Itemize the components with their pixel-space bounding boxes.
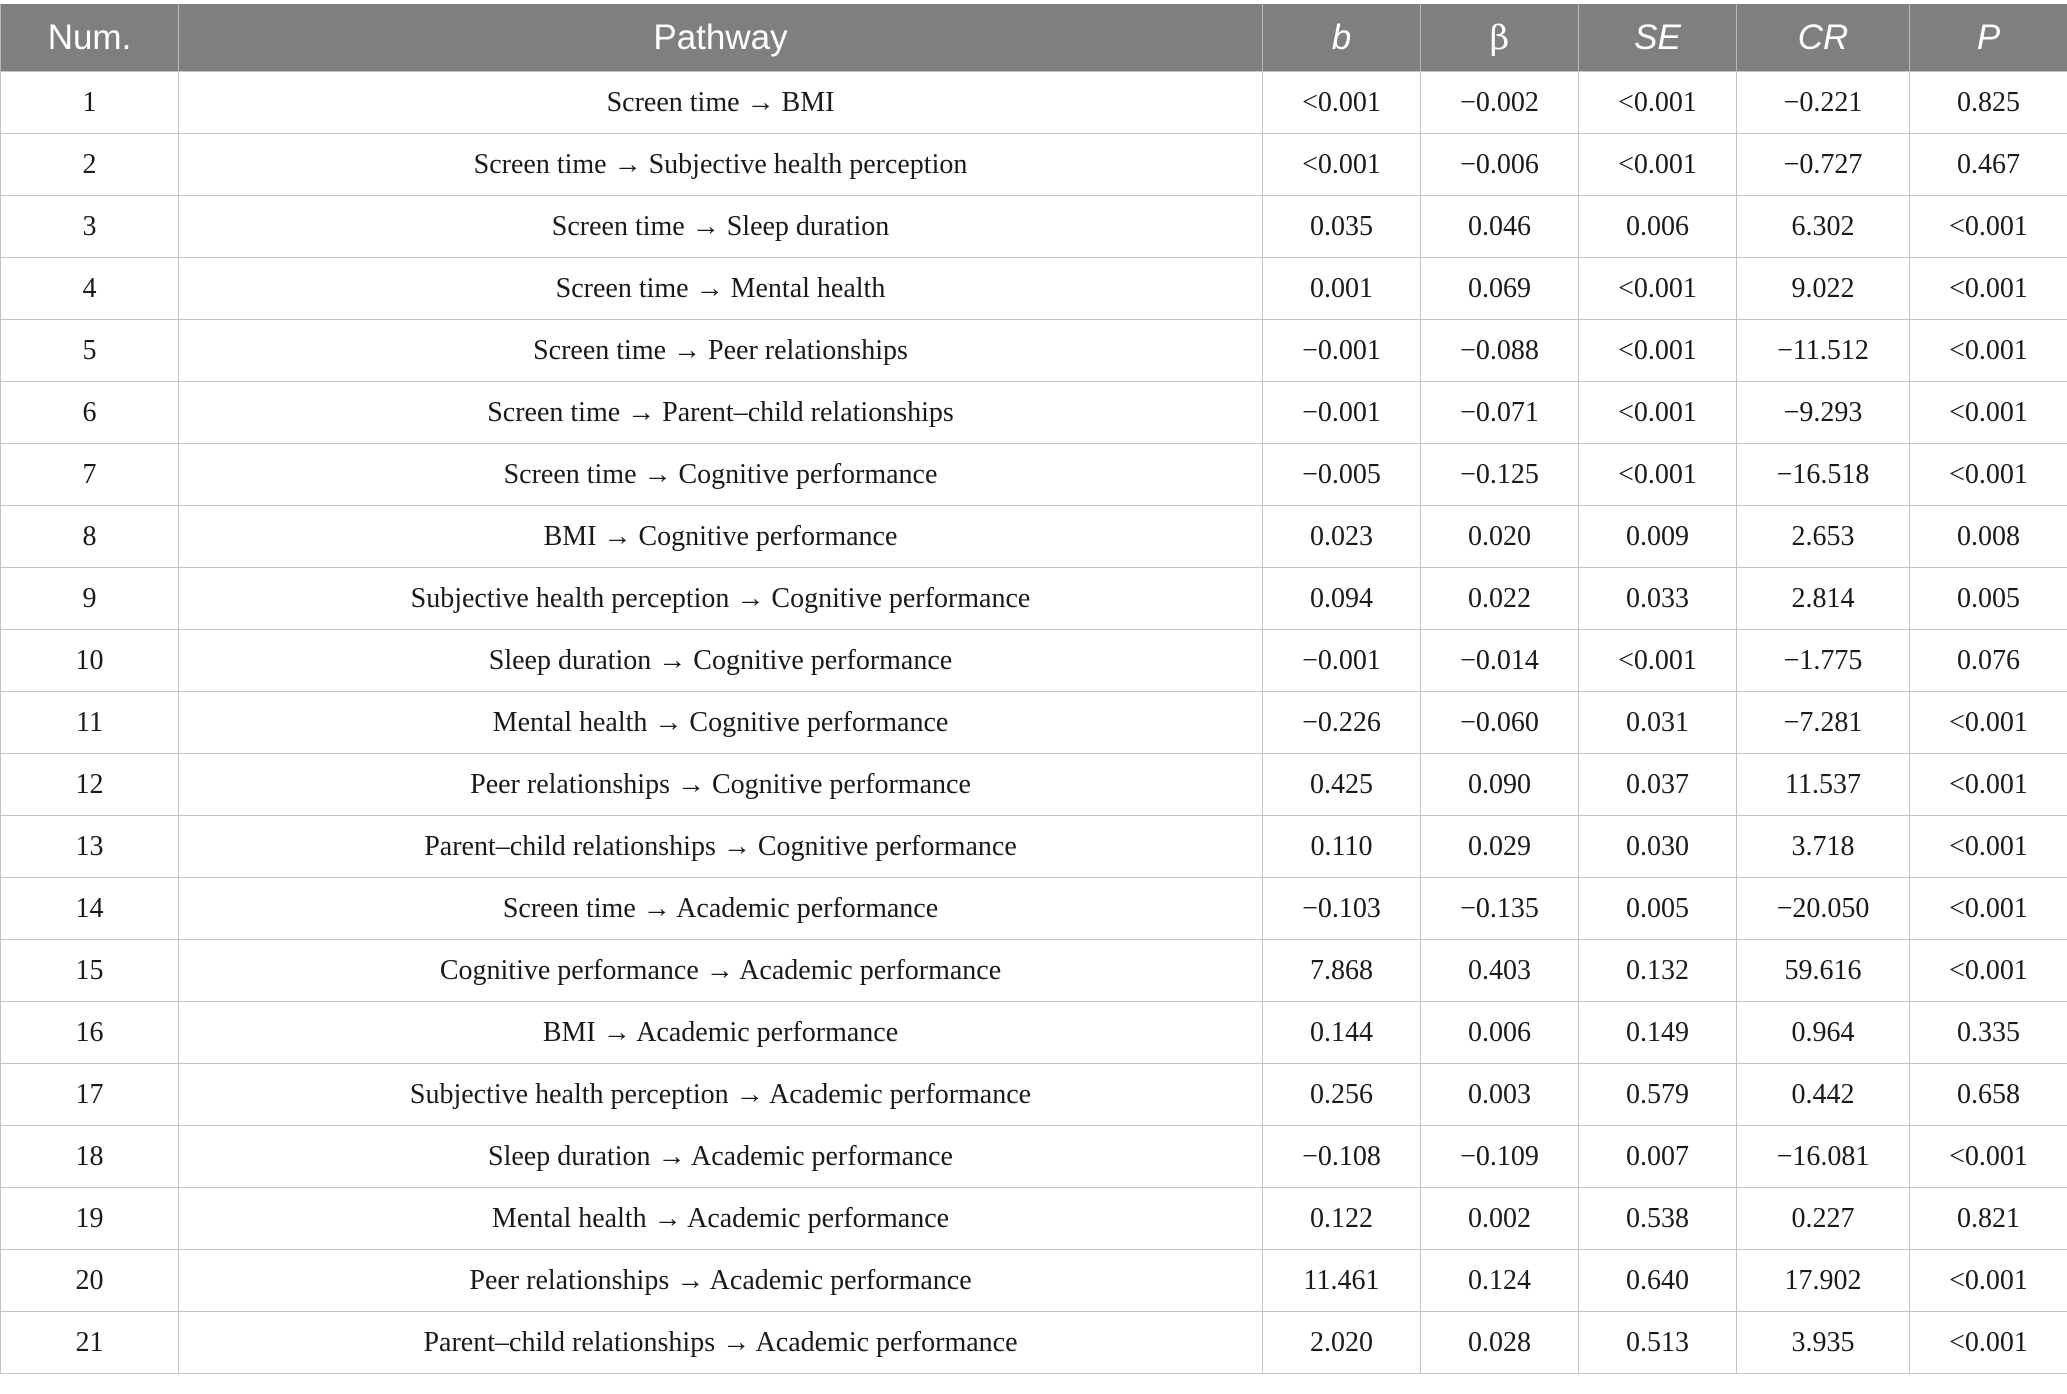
cell-beta: −0.006 [1421,134,1579,196]
cell-pathway: Screen time → Mental health [179,258,1263,320]
cell-p: <0.001 [1910,320,2067,382]
cell-pathway: Sleep duration → Academic performance [179,1126,1263,1188]
pathway-table [0,4,2067,1374]
cell-beta: −0.088 [1421,320,1579,382]
cell-pathway: Screen time → Subjective health perception [179,134,1263,196]
cell-num: 7 [1,444,179,506]
cell-beta: −0.109 [1421,1126,1579,1188]
cell-p: 0.821 [1910,1188,2067,1250]
cell-p: <0.001 [1910,692,2067,754]
cell-num: 9 [1,568,179,630]
cell-pathway: Mental health → Cognitive performance [179,692,1263,754]
cell-cr: −7.281 [1737,692,1910,754]
cell-pathway: Screen time → Peer relationships [179,320,1263,382]
cell-b: −0.001 [1263,320,1421,382]
cell-se: 0.007 [1579,1126,1737,1188]
cell-pathway: Cognitive performance → Academic performance [179,940,1263,1002]
cell-pathway: Screen time → Parent–child relationships [179,382,1263,444]
table-row [1,1188,2067,1250]
header-beta: β [1421,4,1579,72]
cell-cr: −1.775 [1737,630,1910,692]
cell-beta: −0.060 [1421,692,1579,754]
cell-beta: 0.090 [1421,754,1579,816]
cell-se: 0.006 [1579,196,1737,258]
cell-num: 4 [1,258,179,320]
cell-cr: −16.518 [1737,444,1910,506]
cell-se: <0.001 [1579,258,1737,320]
cell-p: <0.001 [1910,444,2067,506]
cell-cr: 0.227 [1737,1188,1910,1250]
cell-p: 0.008 [1910,506,2067,568]
cell-b: −0.226 [1263,692,1421,754]
table-row [1,1250,2067,1312]
cell-p: 0.825 [1910,72,2067,134]
cell-beta: 0.003 [1421,1064,1579,1126]
cell-b: 0.035 [1263,196,1421,258]
cell-cr: −0.221 [1737,72,1910,134]
cell-pathway: BMI → Cognitive performance [179,506,1263,568]
cell-pathway: Subjective health perception → Academic performance [179,1064,1263,1126]
cell-beta: 0.028 [1421,1312,1579,1374]
cell-cr: −16.081 [1737,1126,1910,1188]
cell-b: −0.108 [1263,1126,1421,1188]
cell-cr: −0.727 [1737,134,1910,196]
table-row [1,1312,2067,1374]
cell-se: <0.001 [1579,134,1737,196]
cell-b: 7.868 [1263,940,1421,1002]
cell-cr: −11.512 [1737,320,1910,382]
cell-num: 19 [1,1188,179,1250]
header-cr: CR [1737,4,1910,72]
cell-se: 0.037 [1579,754,1737,816]
table-row [1,444,2067,506]
cell-num: 21 [1,1312,179,1374]
cell-se: <0.001 [1579,320,1737,382]
cell-se: 0.031 [1579,692,1737,754]
cell-num: 18 [1,1126,179,1188]
cell-se: <0.001 [1579,444,1737,506]
cell-pathway: Screen time → Academic performance [179,878,1263,940]
cell-b: 0.110 [1263,816,1421,878]
cell-b: −0.001 [1263,630,1421,692]
cell-se: 0.149 [1579,1002,1737,1064]
cell-b: 0.122 [1263,1188,1421,1250]
cell-b: 0.001 [1263,258,1421,320]
cell-se: 0.538 [1579,1188,1737,1250]
header-row [1,4,2067,72]
cell-p: <0.001 [1910,1126,2067,1188]
cell-num: 12 [1,754,179,816]
table-row [1,258,2067,320]
cell-se: 0.640 [1579,1250,1737,1312]
cell-beta: 0.403 [1421,940,1579,1002]
cell-b: 2.020 [1263,1312,1421,1374]
cell-beta: −0.071 [1421,382,1579,444]
cell-beta: 0.006 [1421,1002,1579,1064]
cell-b: 0.023 [1263,506,1421,568]
cell-pathway: Subjective health perception → Cognitive performance [179,568,1263,630]
cell-cr: 0.442 [1737,1064,1910,1126]
header-pathway: Pathway [179,4,1263,72]
cell-num: 14 [1,878,179,940]
cell-b: <0.001 [1263,72,1421,134]
header-se: SE [1579,4,1737,72]
cell-p: <0.001 [1910,940,2067,1002]
cell-num: 10 [1,630,179,692]
cell-pathway: Screen time → Cognitive performance [179,444,1263,506]
table-body [1,72,2067,1374]
cell-pathway: Screen time → BMI [179,72,1263,134]
cell-pathway: Parent–child relationships → Academic performance [179,1312,1263,1374]
cell-b: 0.094 [1263,568,1421,630]
cell-p: 0.467 [1910,134,2067,196]
cell-beta: 0.069 [1421,258,1579,320]
cell-b: 0.256 [1263,1064,1421,1126]
table-row [1,692,2067,754]
cell-b: 0.425 [1263,754,1421,816]
cell-b: −0.103 [1263,878,1421,940]
cell-cr: 0.964 [1737,1002,1910,1064]
cell-b: 0.144 [1263,1002,1421,1064]
table-row [1,1064,2067,1126]
cell-num: 6 [1,382,179,444]
cell-se: 0.030 [1579,816,1737,878]
cell-cr: 3.935 [1737,1312,1910,1374]
cell-beta: 0.002 [1421,1188,1579,1250]
cell-p: 0.076 [1910,630,2067,692]
cell-cr: 9.022 [1737,258,1910,320]
cell-p: <0.001 [1910,878,2067,940]
cell-num: 20 [1,1250,179,1312]
cell-se: <0.001 [1579,630,1737,692]
cell-num: 2 [1,134,179,196]
cell-pathway: Mental health → Academic performance [179,1188,1263,1250]
table-row [1,320,2067,382]
cell-se: 0.579 [1579,1064,1737,1126]
cell-se: 0.005 [1579,878,1737,940]
cell-p: <0.001 [1910,382,2067,444]
header-b: b [1263,4,1421,72]
cell-cr: 2.653 [1737,506,1910,568]
cell-se: 0.132 [1579,940,1737,1002]
cell-num: 3 [1,196,179,258]
cell-cr: 11.537 [1737,754,1910,816]
cell-p: 0.658 [1910,1064,2067,1126]
cell-beta: 0.029 [1421,816,1579,878]
table-row [1,134,2067,196]
table-row [1,568,2067,630]
cell-num: 11 [1,692,179,754]
cell-beta: −0.014 [1421,630,1579,692]
cell-pathway: Peer relationships → Academic performance [179,1250,1263,1312]
table-row [1,196,2067,258]
table-row [1,506,2067,568]
cell-beta: 0.124 [1421,1250,1579,1312]
cell-pathway: BMI → Academic performance [179,1002,1263,1064]
table-row [1,878,2067,940]
cell-num: 5 [1,320,179,382]
cell-p: <0.001 [1910,816,2067,878]
cell-pathway: Peer relationships → Cognitive performance [179,754,1263,816]
cell-b: −0.001 [1263,382,1421,444]
table-row [1,72,2067,134]
table-row [1,382,2067,444]
cell-p: <0.001 [1910,258,2067,320]
cell-num: 13 [1,816,179,878]
cell-pathway: Screen time → Sleep duration [179,196,1263,258]
cell-beta: −0.002 [1421,72,1579,134]
cell-beta: 0.046 [1421,196,1579,258]
cell-se: <0.001 [1579,72,1737,134]
table-row [1,816,2067,878]
cell-num: 16 [1,1002,179,1064]
cell-p: <0.001 [1910,1250,2067,1312]
cell-beta: 0.020 [1421,506,1579,568]
cell-p: <0.001 [1910,1312,2067,1374]
cell-cr: −9.293 [1737,382,1910,444]
cell-cr: 3.718 [1737,816,1910,878]
cell-p: 0.335 [1910,1002,2067,1064]
table-row [1,1002,2067,1064]
cell-b: −0.005 [1263,444,1421,506]
cell-pathway: Parent–child relationships → Cognitive performance [179,816,1263,878]
cell-b: <0.001 [1263,134,1421,196]
cell-p: <0.001 [1910,196,2067,258]
cell-cr: 6.302 [1737,196,1910,258]
cell-num: 1 [1,72,179,134]
cell-se: 0.033 [1579,568,1737,630]
cell-beta: −0.135 [1421,878,1579,940]
cell-cr: 2.814 [1737,568,1910,630]
cell-num: 15 [1,940,179,1002]
cell-cr: 17.902 [1737,1250,1910,1312]
cell-p: 0.005 [1910,568,2067,630]
cell-num: 17 [1,1064,179,1126]
cell-num: 8 [1,506,179,568]
cell-p: <0.001 [1910,754,2067,816]
table-header [1,4,2067,72]
cell-cr: −20.050 [1737,878,1910,940]
cell-pathway: Sleep duration → Cognitive performance [179,630,1263,692]
table-row [1,754,2067,816]
cell-se: 0.513 [1579,1312,1737,1374]
header-num: Num. [1,4,179,72]
cell-beta: −0.125 [1421,444,1579,506]
cell-b: 11.461 [1263,1250,1421,1312]
table-row [1,630,2067,692]
cell-se: <0.001 [1579,382,1737,444]
cell-beta: 0.022 [1421,568,1579,630]
cell-se: 0.009 [1579,506,1737,568]
table-row [1,940,2067,1002]
cell-cr: 59.616 [1737,940,1910,1002]
header-p: P [1910,4,2067,72]
table-row [1,1126,2067,1188]
